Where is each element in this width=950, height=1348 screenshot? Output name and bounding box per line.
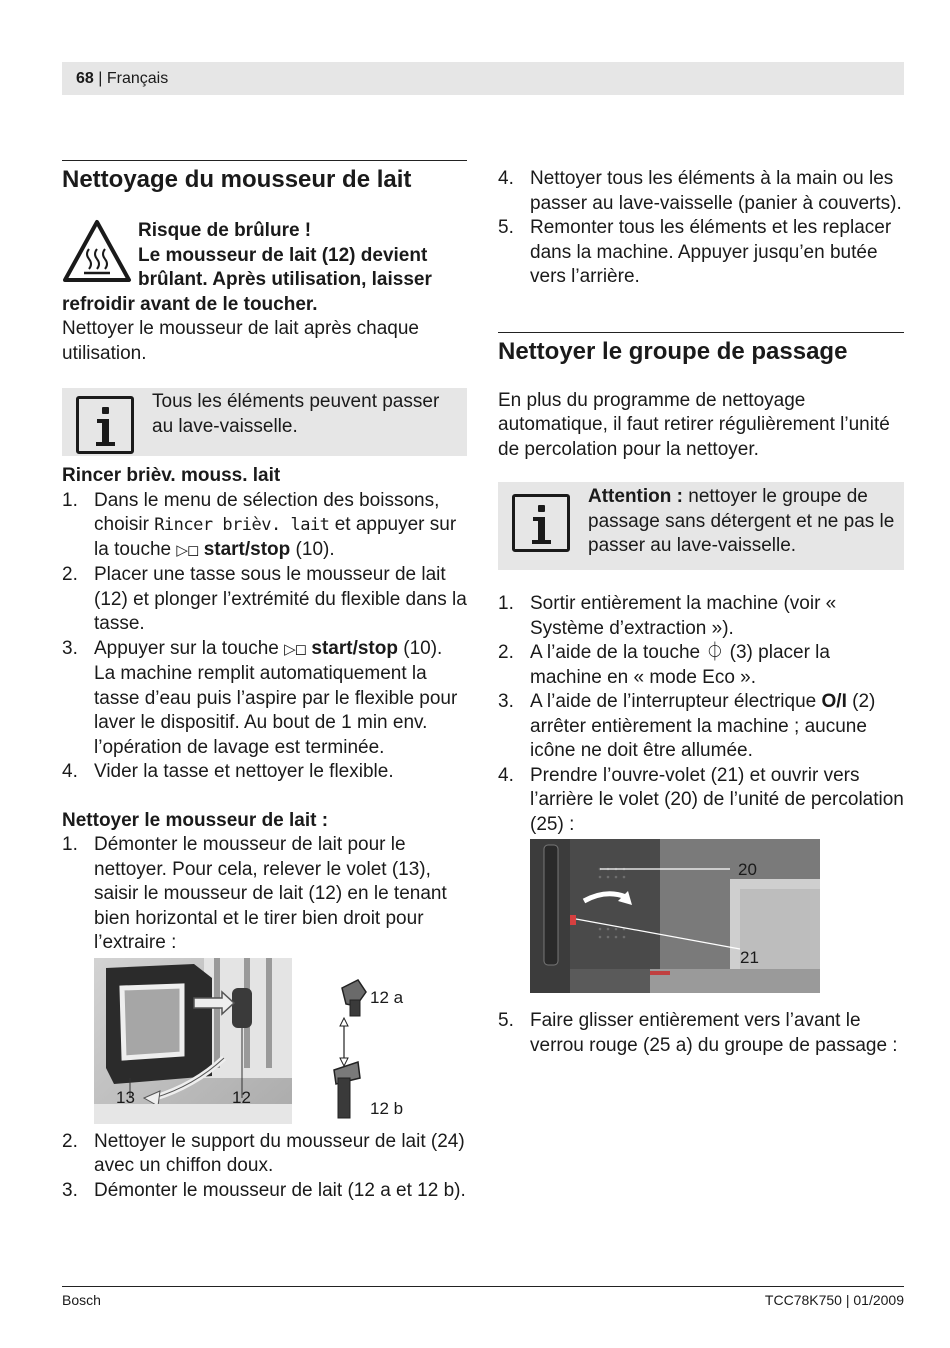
section-divider [62, 160, 467, 161]
right-column [498, 160, 904, 1058]
figure-label-13: 13 [116, 1087, 135, 1107]
figure-label-21: 21 [740, 948, 759, 967]
list-item: 3. A l’aide de l’interrupteur électrique O/I (2) arrêter entièrement la machine ; aucune icône ne doit être allumée. [498, 691, 876, 761]
warning-line: brûlant. Après utilisation, laisser [138, 269, 432, 290]
burn-warning [62, 219, 467, 317]
footer-brand: Bosch [62, 1292, 101, 1308]
wash-steps [498, 167, 904, 290]
list-item: 2. A l’aide de la touche ⏀ (3) placer la machine en « mode Eco ». [498, 642, 830, 688]
list-item: 5. Remonter tous les éléments et les replacer dans la machine. Appuyer jusqu’en butée vers l’arrière. [498, 217, 892, 287]
intro-text: Nettoyer le mousseur de lait après chaque utilisation. [62, 318, 419, 364]
warning-line: Le mousseur de lait (12) devient [138, 244, 428, 266]
list-item: 1. Démonter le mousseur de lait pour le nettoyer. Pour cela, relever le volet (13), saisir le mousseur de lait (12) en le tenant bien horizontal et le tirer bien droit pour l’extraire : [62, 834, 447, 953]
clean-steps-continued [62, 1130, 467, 1204]
footer-divider [62, 1286, 904, 1287]
list-item: 4. Vider la tasse et nettoyer le flexible. [62, 761, 394, 782]
list-item: 2. Nettoyer le support du mousseur de lait (24) avec un chiffon doux. [62, 1130, 465, 1176]
list-item: 1. Dans le menu de sélection des boissons, choisir Rincer brièv. lait et appuyer sur la touche ▷◻ start/stop (10). [62, 489, 457, 560]
section-divider [498, 332, 904, 333]
list-item: 1. Sortir entièrement la machine (voir « Système d’extraction »). [498, 593, 837, 639]
clean-steps [62, 833, 467, 956]
display-text: Rincer brièv. lait [154, 515, 330, 535]
list-item: 5. Faire glisser entièrement vers l’avant le verrou rouge (25 a) du groupe de passage : [498, 1010, 898, 1056]
page-header [62, 62, 904, 95]
hot-surface-warning-icon [62, 219, 132, 283]
brew-group-steps-continued [498, 1009, 904, 1058]
section-title-milk-frother: Nettoyage du mousseur de lait [62, 166, 412, 193]
list-item: 4. Prendre l’ouvre-volet (21) et ouvrir vers l’arrière le volet (20) de l’unité de percolation (25) : [498, 764, 904, 835]
figure-label-12: 12 [232, 1087, 251, 1107]
milk-frother-figure [94, 958, 414, 1124]
attention-text: Attention : nettoyer le groupe de passage sans détergent et ne pas le passer au lave-vaisselle. [588, 486, 895, 556]
rinse-steps [62, 489, 467, 785]
warning-line: refroidir avant de le toucher. [62, 293, 318, 315]
header-language: Français [106, 70, 169, 87]
info-box [62, 388, 467, 456]
header-separator: | [93, 70, 107, 87]
brew-group-figure [530, 839, 830, 993]
rinse-subheading: Rincer brièv. mouss. lait [62, 465, 281, 486]
list-item: 2. Placer une tasse sous le mousseur de lait (12) et plonger l’extrémité du flexible dans la tasse. [62, 564, 467, 634]
info-icon [76, 396, 134, 454]
start-stop-icon: ▷◻ [284, 640, 307, 658]
intro-text: En plus du programme de nettoyage automatique, il faut retirer régulièrement l’unité de percolation pour la nettoyer. [498, 389, 890, 460]
list-item: 4. Nettoyer tous les éléments à la main ou les passer au lave-vaisselle (panier à couverts). [498, 168, 902, 214]
list-item: 3. Démonter le mousseur de lait (12 a et 12 b). [62, 1179, 466, 1201]
attention-box [498, 482, 904, 570]
page-number: 68 [76, 70, 94, 87]
footer-model: TCC78K750 | 01/2009 [764, 1292, 904, 1308]
info-icon [512, 494, 570, 552]
figure-label-12a: 12 a [370, 987, 404, 1007]
left-column [62, 160, 467, 1203]
figure-label-20: 20 [738, 860, 757, 879]
figure-label-12b: 12 b [370, 1098, 404, 1118]
section-title-brew-group: Nettoyer le groupe de passage [498, 337, 848, 365]
brew-group-steps [498, 592, 904, 837]
start-stop-icon: ▷◻ [176, 541, 199, 559]
clean-subheading: Nettoyer le mousseur de lait : [62, 809, 329, 831]
info-text: Tous les éléments peuvent passer au lave-vaisselle. [152, 391, 440, 437]
eco-button-icon: ⏀ [705, 642, 725, 663]
list-item: 3. Appuyer sur la touche ▷◻ start/stop (10). La machine remplit automatiquement la tasse d’eau puis l’aspire par le flexible pour laver le dispositif. Au bout de 1 min env. l’opération de lavage est terminée. [62, 637, 458, 758]
warning-line: Risque de brûlure ! [138, 220, 312, 241]
brew-group-photo [530, 839, 820, 993]
